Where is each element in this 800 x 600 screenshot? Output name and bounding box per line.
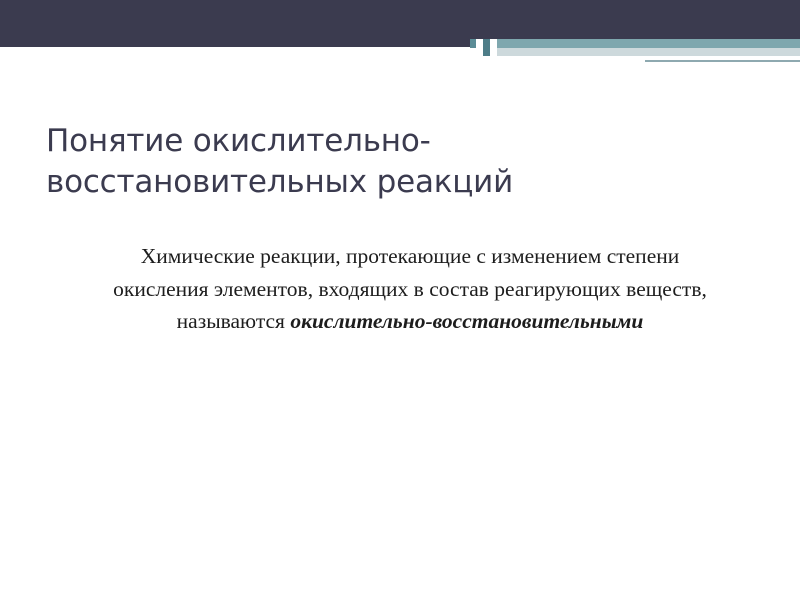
banner-teal-light-bar bbox=[497, 48, 800, 56]
banner-dark-bar-lower bbox=[0, 39, 470, 47]
body-paragraph bbox=[100, 240, 720, 338]
banner-dark-bar bbox=[0, 0, 800, 39]
banner-underline bbox=[645, 60, 800, 62]
body-emphasis-text: окислительно-восстановительными bbox=[290, 309, 644, 334]
banner-teal-bar bbox=[497, 39, 800, 48]
page-title: Понятие окислительно-восстановительных реакций bbox=[46, 122, 514, 200]
body-lead-text: Химические реакции, протекающие с изменением степени окисления элементов, входящих в состав реагирующих веществ, называются bbox=[113, 244, 707, 334]
banner-gap-1 bbox=[476, 39, 483, 64]
decorative-banner bbox=[0, 0, 800, 64]
banner-gap-2 bbox=[490, 39, 497, 64]
banner-teal-tick-2 bbox=[483, 39, 490, 56]
